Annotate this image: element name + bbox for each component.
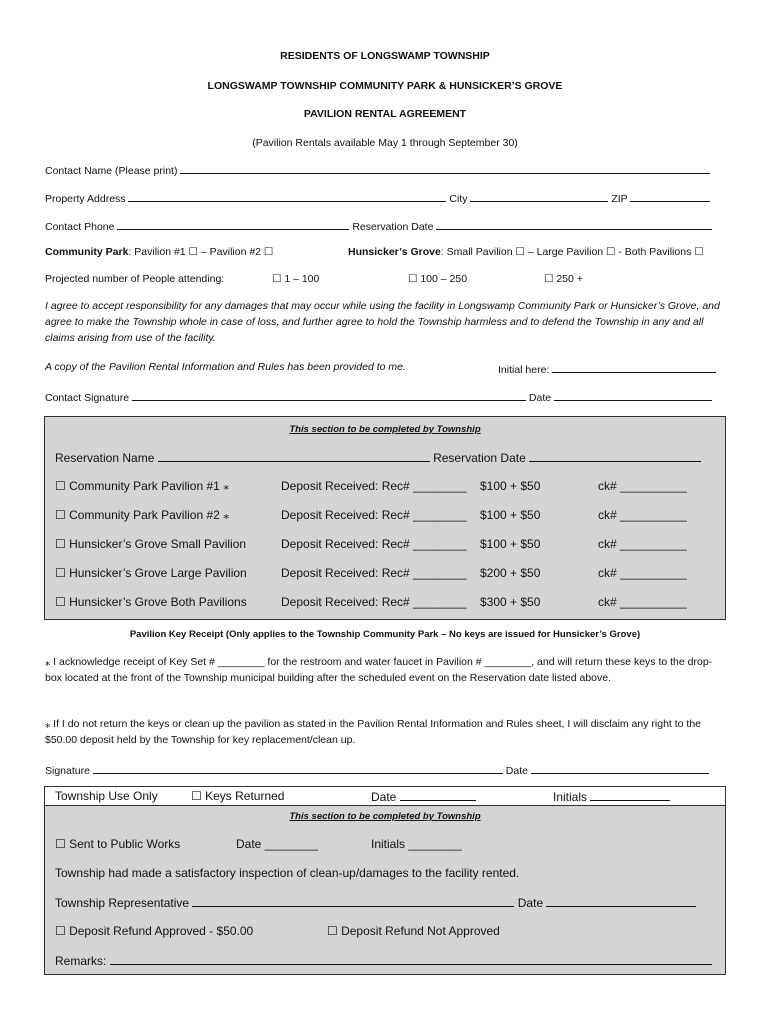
copy-provided-text: A copy of the Pavilion Rental Information and Rules has been provided to me. bbox=[45, 361, 406, 373]
box-reservation-date-field[interactable] bbox=[529, 450, 701, 462]
remarks-field[interactable] bbox=[110, 953, 712, 965]
row-deposit: Deposit Received: Rec# ________ bbox=[281, 508, 467, 522]
key-signature-row bbox=[45, 762, 709, 777]
key-receipt-para-1: ⁎ I acknowledge receipt of Key Set # ________ for the restroom and water faucet in Pavilion # ________, and will return these keys to the drop-box located at the front of the Township municipal building after the scheduled event on the Reservation date listed above. bbox=[45, 656, 713, 684]
public-works-initials[interactable]: Initials ________ bbox=[371, 837, 462, 851]
key-signature-field[interactable] bbox=[93, 762, 503, 774]
row-name[interactable]: ☐ Hunsicker’s Grove Small Pavilion bbox=[55, 537, 247, 551]
row-amount: $200 + $50 bbox=[480, 566, 541, 580]
initial-here-label: Initial here: bbox=[498, 364, 550, 376]
row-ck: ck# __________ bbox=[598, 595, 687, 609]
reservation-date-field[interactable] bbox=[436, 218, 712, 230]
township-use-only-bar bbox=[44, 786, 726, 806]
contact-phone-label: Contact Phone bbox=[45, 221, 115, 233]
representative-date-field[interactable] bbox=[546, 895, 696, 907]
agreement-text: I agree to accept responsibility for any damages that may occur while using the facility in Longswamp Community Park or Hunsicker’s Grove, and agree to make the Township whole in case of loss, and further agree to hold the Township harmless and to defend the Township in any and all claims arising from use of the facility. bbox=[45, 300, 720, 344]
reservation-name-field[interactable] bbox=[158, 450, 430, 462]
header-line-2: LONGSWAMP TOWNSHIP COMMUNITY PARK & HUNSICKER’S GROVE bbox=[207, 80, 563, 92]
row-deposit: Deposit Received: Rec# ________ bbox=[281, 566, 467, 580]
hunsicker-options[interactable] bbox=[348, 246, 704, 258]
contact-name-label: Contact Name (Please print) bbox=[45, 165, 178, 177]
people-option-100-250[interactable]: ☐ 100 – 250 bbox=[408, 273, 468, 285]
row-name[interactable]: ☐ Hunsicker’s Grove Large Pavilion bbox=[55, 566, 247, 580]
reservation-name-row bbox=[55, 450, 701, 465]
property-address-field[interactable] bbox=[128, 190, 446, 202]
phone-row bbox=[45, 218, 712, 233]
keys-returned-checkbox[interactable]: ☐ Keys Returned bbox=[191, 789, 285, 803]
township-section-2 bbox=[44, 805, 726, 975]
zip-field[interactable] bbox=[630, 190, 710, 202]
key-signature-label: Signature bbox=[45, 765, 90, 777]
use-only-initials-label: Initials bbox=[553, 790, 588, 804]
contact-name-field[interactable] bbox=[180, 162, 710, 174]
row-ck: ck# __________ bbox=[598, 508, 687, 522]
contact-name-row bbox=[45, 162, 710, 177]
community-park-options[interactable] bbox=[45, 246, 273, 258]
use-only-initials-row bbox=[553, 789, 670, 804]
sent-to-public-works-checkbox[interactable]: ☐ Sent to Public Works bbox=[55, 837, 181, 851]
use-only-initials-field[interactable] bbox=[590, 789, 670, 801]
township-use-only-label: Township Use Only bbox=[55, 789, 158, 803]
row-deposit: Deposit Received: Rec# ________ bbox=[281, 537, 467, 551]
signature-date-field[interactable] bbox=[554, 389, 712, 401]
projected-people-label: Projected number of People attending: bbox=[45, 273, 225, 285]
initial-here-field[interactable] bbox=[552, 361, 716, 373]
row-ck: ck# __________ bbox=[598, 537, 687, 551]
key-receipt-heading: Pavilion Key Receipt (Only applies to the Township Community Park – No keys are issued for Hunsicker’s Grove) bbox=[129, 629, 641, 640]
initial-here-row bbox=[498, 361, 716, 376]
row-deposit: Deposit Received: Rec# ________ bbox=[281, 479, 467, 493]
township-section-1 bbox=[44, 416, 726, 620]
representative-label: Township Representative bbox=[55, 896, 190, 910]
city-label: City bbox=[449, 193, 468, 205]
use-only-date-label: Date bbox=[371, 790, 397, 804]
hunsicker-choices[interactable]: : Small Pavilion ☐ – Large Pavilion ☐ - Both Pavilions ☐ bbox=[440, 246, 704, 258]
header-line-1: RESIDENTS OF LONGSWAMP TOWNSHIP bbox=[280, 50, 490, 62]
row-amount: $100 + $50 bbox=[480, 537, 541, 551]
row-name[interactable]: ☐ Community Park Pavilion #2 ⁎ bbox=[55, 508, 230, 522]
people-option-1-100[interactable]: ☐ 1 – 100 bbox=[272, 273, 320, 285]
community-park-label: Community Park bbox=[45, 246, 129, 258]
township-section-2-heading: This section to be completed by Township bbox=[289, 811, 481, 822]
row-amount: $100 + $50 bbox=[480, 479, 541, 493]
city-field[interactable] bbox=[470, 190, 608, 202]
people-option-250-plus[interactable]: ☐ 250 + bbox=[544, 273, 583, 285]
contact-signature-label: Contact Signature bbox=[45, 392, 130, 404]
row-ck: ck# __________ bbox=[598, 566, 687, 580]
row-amount: $100 + $50 bbox=[480, 508, 541, 522]
row-amount: $300 + $50 bbox=[480, 595, 541, 609]
refund-approved-checkbox[interactable]: ☐ Deposit Refund Approved - $50.00 bbox=[55, 924, 254, 938]
key-date-label: Date bbox=[505, 765, 528, 777]
remarks-row bbox=[55, 953, 712, 968]
contact-signature-row bbox=[45, 389, 712, 404]
use-only-date-row bbox=[371, 789, 476, 804]
key-receipt-para-2: ⁎ If I do not return the keys or clean up the pavilion as stated in the Pavilion Rental Information and Rules sheet, I will disclaim any right to the $50.00 deposit held by the Township for key replacement/clean up. bbox=[45, 718, 702, 746]
zip-label: ZIP bbox=[611, 193, 628, 205]
contact-signature-field[interactable] bbox=[132, 389, 526, 401]
row-name[interactable]: ☐ Community Park Pavilion #1 ⁎ bbox=[55, 479, 230, 493]
box-reservation-date-label: Reservation Date bbox=[433, 451, 526, 465]
header-subtitle: (Pavilion Rentals available May 1 through September 30) bbox=[252, 137, 518, 149]
representative-date-label: Date bbox=[517, 896, 544, 910]
property-address-label: Property Address bbox=[45, 193, 126, 205]
row-deposit: Deposit Received: Rec# ________ bbox=[281, 595, 467, 609]
row-ck: ck# __________ bbox=[598, 479, 687, 493]
public-works-date[interactable]: Date ________ bbox=[236, 837, 319, 851]
signature-date-label: Date bbox=[528, 392, 552, 404]
representative-row bbox=[55, 895, 696, 910]
row-name[interactable]: ☐ Hunsicker’s Grove Both Pavilions bbox=[55, 595, 247, 609]
reservation-date-label: Reservation Date bbox=[352, 221, 434, 233]
remarks-label: Remarks: bbox=[55, 954, 107, 968]
refund-not-approved-checkbox[interactable]: ☐ Deposit Refund Not Approved bbox=[327, 924, 500, 938]
reservation-name-label: Reservation Name bbox=[55, 451, 155, 465]
contact-phone-field[interactable] bbox=[117, 218, 349, 230]
hunsicker-label: Hunsicker’s Grove bbox=[348, 246, 441, 258]
header-line-3: PAVILION RENTAL AGREEMENT bbox=[303, 108, 467, 120]
address-row bbox=[45, 190, 710, 205]
key-date-field[interactable] bbox=[531, 762, 709, 774]
use-only-date-field[interactable] bbox=[400, 789, 476, 801]
inspection-text: Township had made a satisfactory inspection of clean-up/damages to the facility rented. bbox=[55, 866, 520, 880]
community-park-choices[interactable]: : Pavilion #1 ☐ – Pavilion #2 ☐ bbox=[128, 246, 274, 258]
representative-field[interactable] bbox=[192, 895, 514, 907]
township-section-1-heading: This section to be completed by Township bbox=[289, 424, 481, 435]
